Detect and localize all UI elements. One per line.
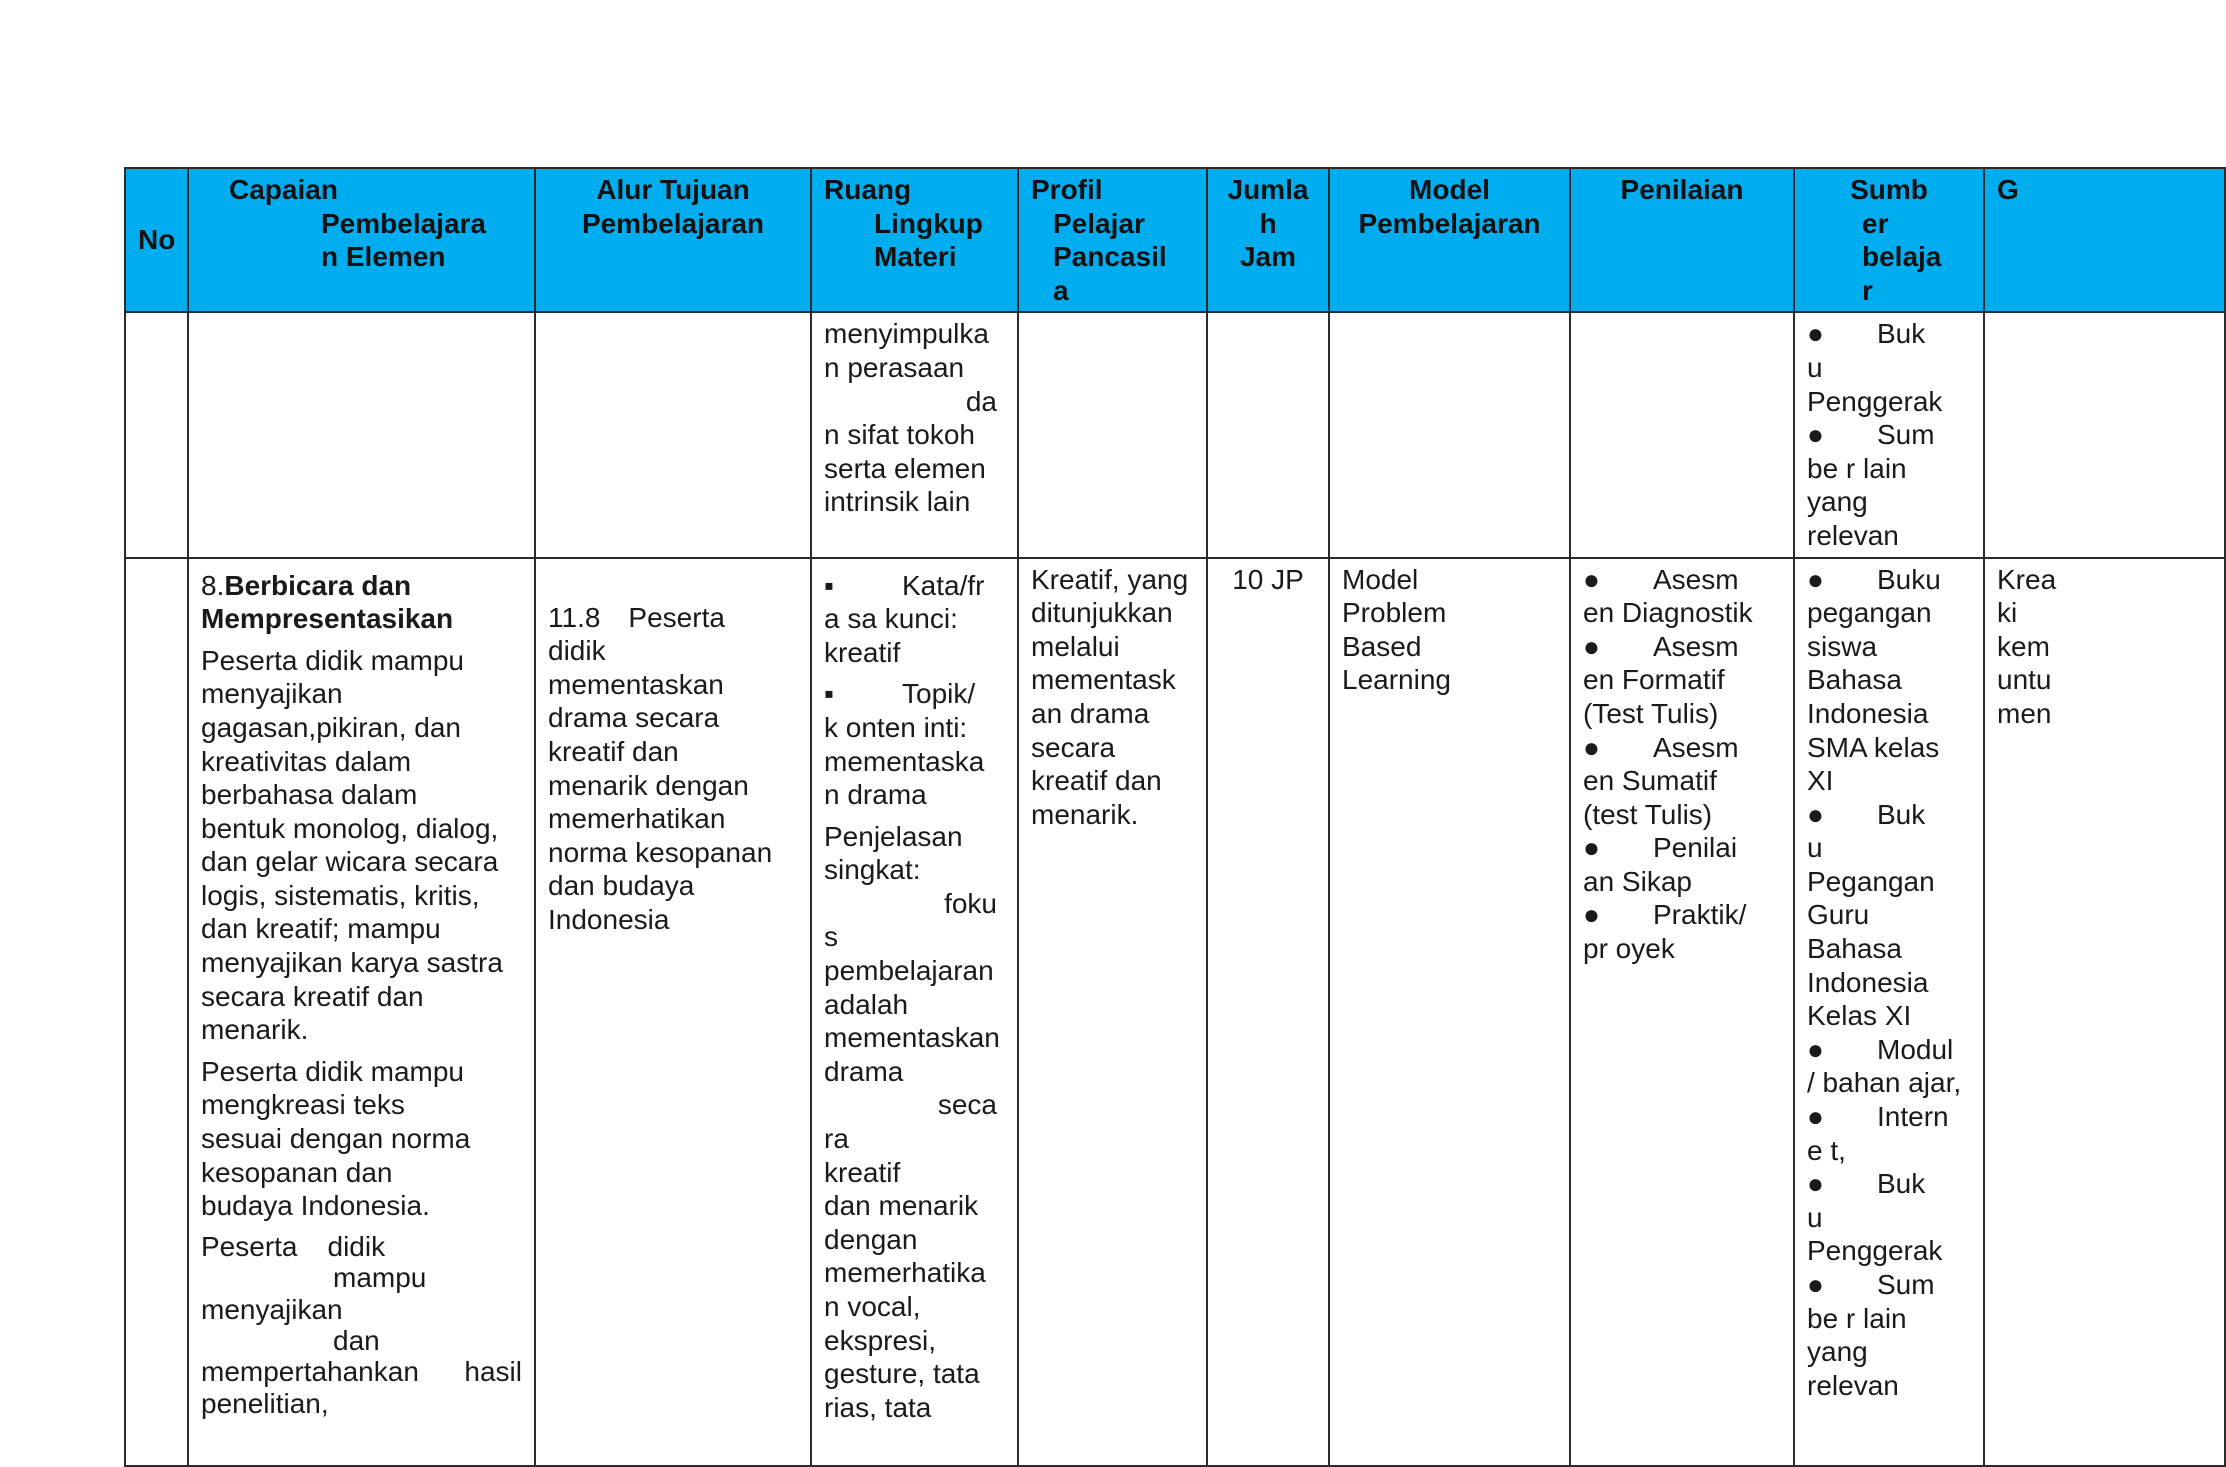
lesson-plan-table xyxy=(124,167,2226,1467)
table-row xyxy=(125,312,2225,557)
cell-jumlah xyxy=(1207,312,1329,557)
cell-capaian xyxy=(188,558,535,1466)
bullet-icon: ● xyxy=(1583,630,1600,662)
topic-item: ▪ Topik/ k onten inti: mementaska n drama xyxy=(824,678,985,811)
cell-no xyxy=(125,312,188,557)
keyword-item: ▪ Kata/fr a sa kunci: kreatif xyxy=(824,569,985,668)
cell-sumber: ● Buk u Penggerak ● Sum be r lain yang relevan xyxy=(1794,312,1984,557)
cell-profil: Kreatif, yang ditunjukkan melalui mementask an drama secara kreatif dan menarik. xyxy=(1018,558,1207,1466)
explanation-text: Penjelasan singkat: foku s pembelajaran adalah mementaskan drama seca ra kreatif dan menarik dengan memerhatika n vocal, ekspresi, gesture, tata rias, tata xyxy=(824,820,1000,1423)
bullet-icon: ● xyxy=(1583,832,1600,864)
bullet-icon: ● xyxy=(1807,1269,1824,1300)
capaian-paragraph-1: Peserta didik mampu menyajikan gagasan,pikiran, dan kreativitas dalam berbahasa dalam bentuk monolog, dialog, dan gelar wicara secara logis, sistematis, kritis, dan kreatif; mampu menyajikan karya sastra secara kreatif dan menarik. xyxy=(201,644,503,1046)
cell-last xyxy=(1984,312,2225,557)
capaian-paragraph-2: Peserta didik mampu mengkreasi teks sesuai dengan norma kesopanan dan budaya Indonesia. xyxy=(201,1055,471,1222)
cell-model xyxy=(1329,312,1570,557)
cell-last: Krea ki kem untu men xyxy=(1984,558,2225,1466)
square-bullet-icon: ▪ xyxy=(824,678,834,710)
cell-model: Model Problem Based Learning xyxy=(1329,558,1570,1466)
header-profil-pelajar: Profil Pelajar Pancasil a xyxy=(1018,168,1207,312)
header-model-pembelajaran: Model Pembelajaran xyxy=(1329,168,1570,312)
table-row xyxy=(125,558,2225,1466)
bullet-icon: ● xyxy=(1807,419,1824,451)
table-header-row xyxy=(125,168,2225,312)
cell-penilaian: ● Asesm en Diagnostik ● Asesm en Formatif (Test Tulis) ● Asesm en Sumatif (test Tulis) ● Penilai an Sikap ● Praktik/ pr oyek xyxy=(1570,558,1794,1466)
bullet-icon: ● xyxy=(1583,899,1600,931)
bullet-icon: ● xyxy=(1583,731,1600,763)
bullet-icon: ● xyxy=(1807,798,1824,830)
cell-alur: 11.8 Peserta didik mementaskan drama secara kreatif dan menarik dengan memerhatikan norma kesopanan dan budaya Indonesia xyxy=(535,558,811,1466)
cell-capaian xyxy=(188,312,535,557)
cell-alur xyxy=(535,312,811,557)
capaian-title: 8.Berbicara dan Mempresentasikan xyxy=(201,569,454,635)
cell-profil xyxy=(1018,312,1207,557)
bullet-icon: ● xyxy=(1807,318,1824,350)
header-penilaian: Penilaian xyxy=(1570,168,1794,312)
header-sumber-belajar: Sumb er belaja r xyxy=(1794,168,1984,312)
header-ruang-lingkup: Ruang Lingkup Materi xyxy=(811,168,1018,312)
capaian-paragraph-3: Peserta didik mampu menyajikan dan mempertahankan hasil penelitian, xyxy=(201,1230,522,1419)
bullet-icon: ● xyxy=(1807,1101,1824,1133)
bullet-icon: ● xyxy=(1807,563,1824,595)
cell-penilaian xyxy=(1570,312,1794,557)
header-capaian: Capaian Pembelajara n Elemen xyxy=(188,168,535,312)
header-jumlah-jam: Jumla h Jam xyxy=(1207,168,1329,312)
cell-jumlah: 10 JP xyxy=(1207,558,1329,1466)
bullet-icon: ● xyxy=(1807,1168,1824,1200)
bullet-icon: ● xyxy=(1583,563,1600,595)
header-alur-tujuan: Alur Tujuan Pembelajaran xyxy=(535,168,811,312)
cell-sumber: ● Buku pegangan siswa Bahasa Indonesia SMA kelas XI ● Buk u Pegangan Guru Bahasa Indonesia Kelas XI ● Modul / bahan ajar, ● Intern e t, ● Buk u Penggerak ● Sum be r lain yang relevan xyxy=(1794,558,1984,1466)
cell-no xyxy=(125,558,188,1466)
header-no: No xyxy=(125,168,188,312)
square-bullet-icon: ▪ xyxy=(824,569,834,601)
bullet-icon: ● xyxy=(1807,1033,1824,1065)
cell-ruang xyxy=(811,558,1018,1466)
cell-ruang: menyimpulka n perasaan da n sifat tokoh serta elemen intrinsik lain xyxy=(811,312,1018,557)
header-last-column: G xyxy=(1984,168,2225,312)
